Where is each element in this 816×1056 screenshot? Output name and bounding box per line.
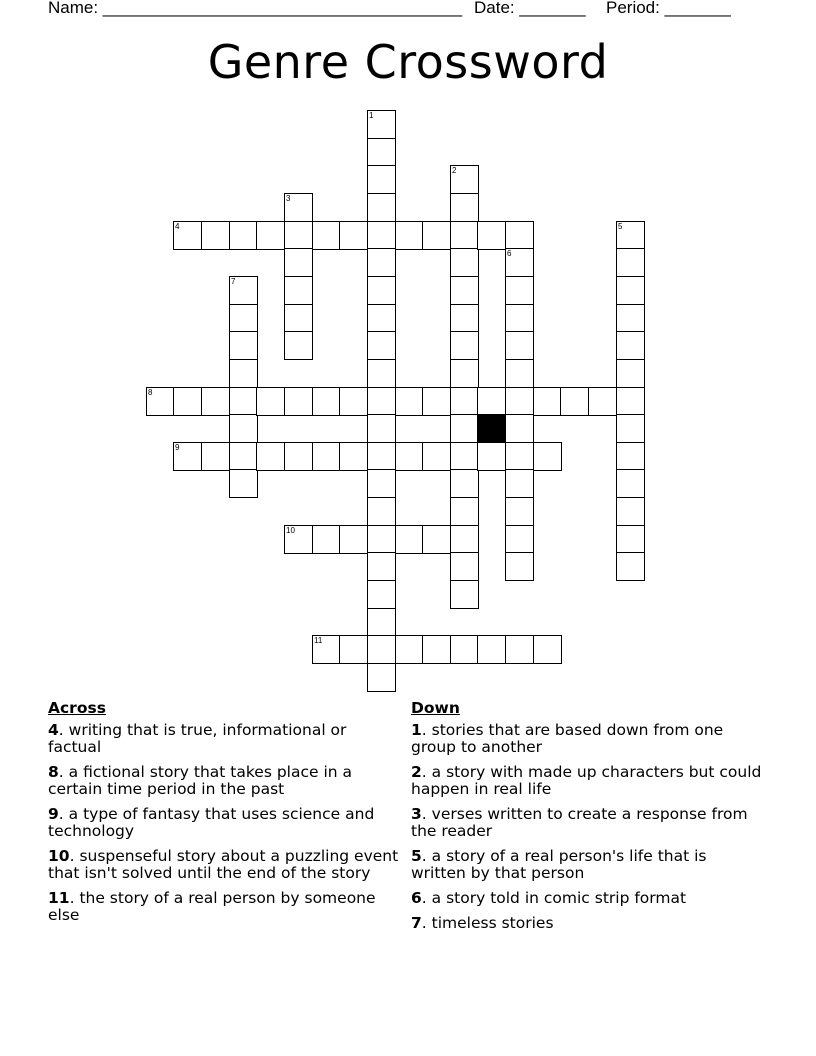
grid-cell[interactable] xyxy=(505,469,534,498)
clue-text: a story told in comic strip format xyxy=(431,889,687,907)
date-line: Date: _______ xyxy=(474,0,586,17)
grid-cell[interactable] xyxy=(505,248,534,277)
across-clues xyxy=(48,700,403,932)
grid-cell[interactable] xyxy=(450,221,479,250)
grid-cell[interactable] xyxy=(422,525,451,554)
grid-cell[interactable] xyxy=(146,387,175,416)
grid-cell[interactable] xyxy=(367,635,396,664)
grid-cell[interactable] xyxy=(616,221,645,250)
grid-cell[interactable] xyxy=(450,414,479,443)
clue-number-label: 10 xyxy=(286,526,295,535)
grid-cell[interactable] xyxy=(505,442,534,471)
grid-cell[interactable] xyxy=(450,276,479,305)
clue-text: a type of fantasy that uses science and technology xyxy=(48,805,375,840)
grid-cell[interactable] xyxy=(284,442,313,471)
grid-cell[interactable] xyxy=(505,221,534,250)
clue-number: 7 xyxy=(411,914,422,932)
grid-cell[interactable] xyxy=(312,635,341,664)
grid-cell[interactable] xyxy=(367,608,396,637)
clue-number-label: 9 xyxy=(175,443,180,452)
grid-cell[interactable] xyxy=(367,221,396,250)
grid-cell[interactable] xyxy=(367,580,396,609)
across-clue: 11. the story of a real person by someone else xyxy=(48,889,376,924)
across-clue-list xyxy=(48,722,403,924)
down-clue: 2. a story with made up characters but could happen in real life xyxy=(411,763,762,798)
grid-cell[interactable] xyxy=(256,387,285,416)
clue-text: a fictional story that takes place in a certain time period in the past xyxy=(48,763,353,798)
page-title: Genre Crossword xyxy=(207,35,609,89)
grid-cell[interactable] xyxy=(450,469,479,498)
grid-cell[interactable] xyxy=(367,359,396,388)
grid-cell[interactable] xyxy=(339,442,368,471)
across-clue: 4. writing that is true, informational or factual xyxy=(48,721,347,756)
clue-text: a story with made up characters but could happen in real life xyxy=(411,763,762,798)
clue-number-label: 8 xyxy=(148,388,153,397)
grid-cell[interactable] xyxy=(339,387,368,416)
down-clue: 1. stories that are based down from one group to another xyxy=(411,721,724,756)
grid-cell[interactable] xyxy=(284,387,313,416)
clue-number-label: 5 xyxy=(618,222,623,231)
clue-text: writing that is true, informational or factual xyxy=(48,721,347,756)
grid-cell[interactable] xyxy=(395,442,424,471)
grid-cell[interactable] xyxy=(367,663,396,692)
grid-cell[interactable] xyxy=(284,525,313,554)
across-clue: 8. a fictional story that takes place in a certain time period in the past xyxy=(48,763,353,798)
grid-cell[interactable] xyxy=(367,138,396,167)
grid-cell[interactable] xyxy=(450,580,479,609)
grid-cell[interactable] xyxy=(256,221,285,250)
grid-cell[interactable] xyxy=(450,552,479,581)
grid-cell[interactable] xyxy=(284,331,313,360)
across-clue: 9. a type of fantasy that uses science and technology xyxy=(48,805,375,840)
grid-cell[interactable] xyxy=(422,387,451,416)
down-heading: Down xyxy=(411,699,460,717)
grid-cell[interactable] xyxy=(256,442,285,471)
grid-cell[interactable] xyxy=(505,304,534,333)
grid-cell[interactable] xyxy=(505,414,534,443)
grid-cell[interactable] xyxy=(201,387,230,416)
clue-number-label: 3 xyxy=(286,194,291,203)
grid-cell[interactable] xyxy=(339,221,368,250)
grid-cell[interactable] xyxy=(367,110,396,139)
grid-cell[interactable] xyxy=(450,359,479,388)
grid-cell[interactable] xyxy=(395,525,424,554)
down-clue: 6. a story told in comic strip format xyxy=(411,889,687,907)
grid-cell[interactable] xyxy=(450,525,479,554)
grid-cell[interactable] xyxy=(339,525,368,554)
clue-number: 3 xyxy=(411,805,422,823)
grid-cell[interactable] xyxy=(229,304,258,333)
clue-number: 5 xyxy=(411,847,422,865)
clue-text: verses written to create a response from the reader xyxy=(411,805,748,840)
grid-cell[interactable] xyxy=(229,276,258,305)
grid-cell[interactable] xyxy=(616,414,645,443)
grid-cell[interactable] xyxy=(477,387,506,416)
grid-cell[interactable] xyxy=(367,525,396,554)
grid-cell[interactable] xyxy=(450,304,479,333)
grid-cell[interactable] xyxy=(450,248,479,277)
grid-cell[interactable] xyxy=(395,635,424,664)
grid-cell[interactable] xyxy=(229,387,258,416)
down-clues xyxy=(411,700,766,940)
grid-cell[interactable] xyxy=(367,331,396,360)
grid-cell[interactable] xyxy=(450,331,479,360)
clue-number: 10 xyxy=(48,847,70,865)
grid-cell[interactable] xyxy=(450,387,479,416)
grid-cell[interactable] xyxy=(450,497,479,526)
grid-cell[interactable] xyxy=(616,497,645,526)
grid-cell[interactable] xyxy=(312,525,341,554)
grid-cell[interactable] xyxy=(367,442,396,471)
grid-cell[interactable] xyxy=(450,165,479,194)
clue-number-label: 6 xyxy=(507,249,512,258)
grid-cell[interactable] xyxy=(616,359,645,388)
grid-cell[interactable] xyxy=(367,469,396,498)
grid-cell[interactable] xyxy=(173,387,202,416)
grid-cell[interactable] xyxy=(616,276,645,305)
clue-number: 9 xyxy=(48,805,59,823)
clue-number: 6 xyxy=(411,889,422,907)
grid-cell[interactable] xyxy=(229,414,258,443)
grid-cell[interactable] xyxy=(367,276,396,305)
grid-cell[interactable] xyxy=(312,221,341,250)
name-line: Name: ______________________________________ xyxy=(48,0,463,17)
grid-cell[interactable] xyxy=(422,442,451,471)
grid-cell[interactable] xyxy=(505,331,534,360)
clue-number: 1 xyxy=(411,721,422,739)
grid-cell[interactable] xyxy=(229,359,258,388)
grid-cell[interactable] xyxy=(533,635,562,664)
across-clue: 10. suspenseful story about a puzzling event that isn't solved until the end of the story xyxy=(48,847,399,882)
grid-cell[interactable] xyxy=(533,387,562,416)
grid-cell[interactable] xyxy=(367,193,396,222)
grid-cell[interactable] xyxy=(450,193,479,222)
grid-cell[interactable] xyxy=(616,469,645,498)
clue-number-label: 7 xyxy=(231,277,236,286)
black-cell xyxy=(477,414,506,443)
grid-cell[interactable] xyxy=(229,469,258,498)
clue-number-label: 2 xyxy=(452,166,457,175)
grid-cell[interactable] xyxy=(284,304,313,333)
grid-cell[interactable] xyxy=(450,442,479,471)
grid-cell[interactable] xyxy=(201,221,230,250)
grid-cell[interactable] xyxy=(284,248,313,277)
clue-text: a story of a real person's life that is written by that person xyxy=(411,847,707,882)
clue-number-label: 4 xyxy=(175,222,180,231)
grid-cell[interactable] xyxy=(477,635,506,664)
grid-cell[interactable] xyxy=(422,635,451,664)
grid-cell[interactable] xyxy=(284,276,313,305)
grid-cell[interactable] xyxy=(367,387,396,416)
grid-cell[interactable] xyxy=(173,442,202,471)
grid-cell[interactable] xyxy=(312,387,341,416)
down-clue: 7. timeless stories xyxy=(411,914,554,932)
grid-cell[interactable] xyxy=(560,387,589,416)
grid-cell[interactable] xyxy=(201,442,230,471)
clue-number: 4 xyxy=(48,721,59,739)
grid-cell[interactable] xyxy=(505,359,534,388)
clue-number: 8 xyxy=(48,763,59,781)
grid-cell[interactable] xyxy=(312,442,341,471)
grid-cell[interactable] xyxy=(395,387,424,416)
grid-cell[interactable] xyxy=(616,525,645,554)
grid-cell[interactable] xyxy=(173,221,202,250)
across-heading: Across xyxy=(48,699,106,717)
grid-cell[interactable] xyxy=(588,387,617,416)
grid-cell[interactable] xyxy=(616,552,645,581)
clue-number: 2 xyxy=(411,763,422,781)
grid-cell[interactable] xyxy=(533,442,562,471)
down-clue-list xyxy=(411,722,766,932)
period-line: Period: _______ xyxy=(606,0,731,17)
grid-cell[interactable] xyxy=(284,221,313,250)
grid-cell[interactable] xyxy=(367,248,396,277)
grid-cell[interactable] xyxy=(505,552,534,581)
clue-number-label: 1 xyxy=(369,111,374,120)
grid-cell[interactable] xyxy=(367,414,396,443)
grid-cell[interactable] xyxy=(616,331,645,360)
grid-cell[interactable] xyxy=(422,221,451,250)
clue-text: stories that are based down from one group to another xyxy=(411,721,724,756)
grid-cell[interactable] xyxy=(339,635,368,664)
grid-cell[interactable] xyxy=(616,304,645,333)
grid-cell[interactable] xyxy=(505,525,534,554)
grid-cell[interactable] xyxy=(477,442,506,471)
grid-cell[interactable] xyxy=(284,193,313,222)
clue-number: 11 xyxy=(48,889,70,907)
grid-cell[interactable] xyxy=(395,221,424,250)
grid-cell[interactable] xyxy=(229,442,258,471)
grid-cell[interactable] xyxy=(229,331,258,360)
grid-cell[interactable] xyxy=(367,497,396,526)
grid-cell[interactable] xyxy=(505,387,534,416)
grid-cell[interactable] xyxy=(477,221,506,250)
grid-cell[interactable] xyxy=(505,276,534,305)
down-clue: 3. verses written to create a response from the reader xyxy=(411,805,748,840)
grid-cell[interactable] xyxy=(505,635,534,664)
clue-number-label: 11 xyxy=(314,636,323,645)
grid-cell[interactable] xyxy=(616,442,645,471)
grid-cell[interactable] xyxy=(367,165,396,194)
grid-cell[interactable] xyxy=(450,635,479,664)
grid-cell[interactable] xyxy=(505,497,534,526)
clue-text: suspenseful story about a puzzling event that isn't solved until the end of the story xyxy=(48,847,399,882)
grid-cell[interactable] xyxy=(229,221,258,250)
clue-text: timeless stories xyxy=(431,914,554,932)
clue-text: the story of a real person by someone else xyxy=(48,889,376,924)
grid-cell[interactable] xyxy=(367,304,396,333)
grid-cell[interactable] xyxy=(367,552,396,581)
down-clue: 5. a story of a real person's life that is written by that person xyxy=(411,847,707,882)
grid-cell[interactable] xyxy=(616,387,645,416)
grid-cell[interactable] xyxy=(616,248,645,277)
